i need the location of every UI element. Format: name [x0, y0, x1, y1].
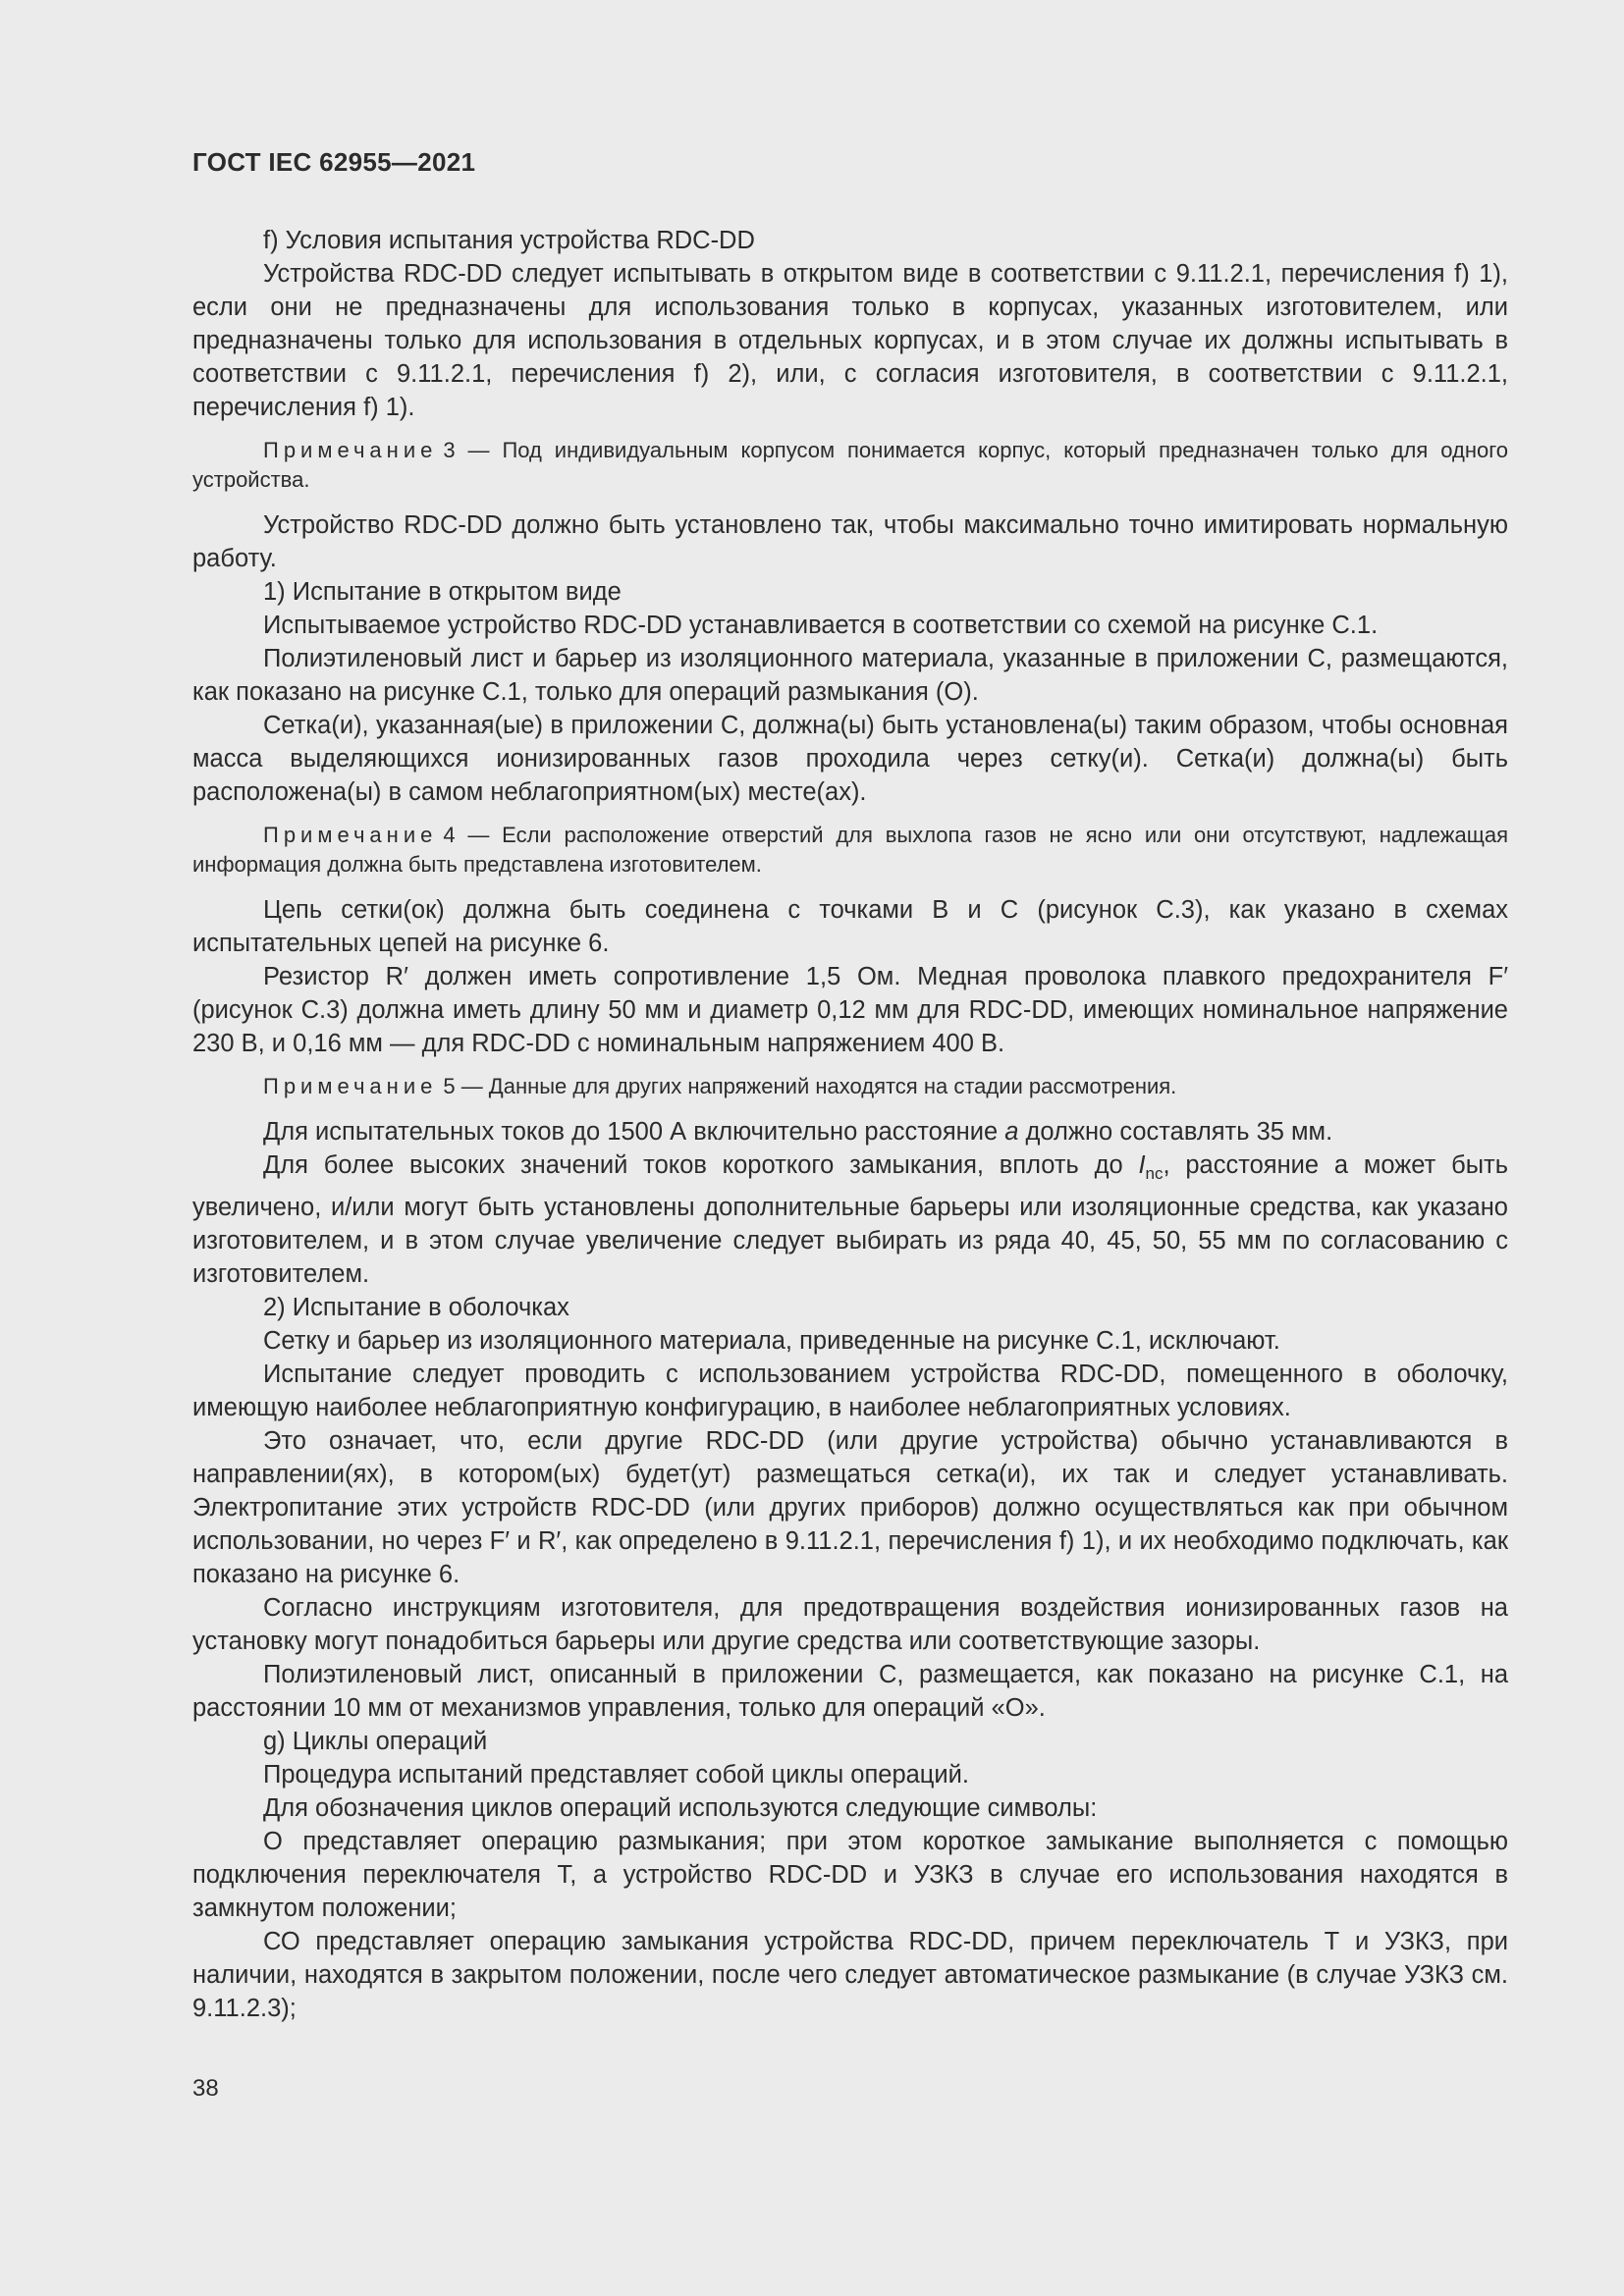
note-text: 4 — Если расположение отверстий для выхлопа газов не ясно или они отсутствуют, надлежащая информация должна быть представлена изготовителем. [192, 823, 1508, 877]
paragraph: Сетку и барьер из изоляционного материала, приведенные на рисунке С.1, исключают. [263, 1327, 1280, 1355]
paragraph: g) Циклы операций [263, 1728, 488, 1755]
symbol-a: a [1004, 1118, 1019, 1146]
paragraph: Согласно инструкциям изготовителя, для предотвращения воздействия ионизированных газов на установку могут понадобиться барьеры или другие средства или соответствующие зазоры. [192, 1594, 1508, 1655]
note-lead: Примечание [263, 823, 438, 847]
document-header: ГОСТ IEC 62955—2021 [192, 147, 476, 177]
text-run: должно составлять 35 мм. [1018, 1118, 1333, 1146]
paragraph: Испытываемое устройство RDC-DD устанавливается в соответствии со схемой на рисунке С.1. [263, 612, 1379, 639]
note-lead: Примечание [263, 1074, 438, 1098]
subscript-nc: nc [1145, 1164, 1164, 1183]
paragraph: 2) Испытание в оболочках [263, 1294, 569, 1321]
text-run: Для испытательных токов до 1500 А включительно расстояние [263, 1118, 1005, 1146]
paragraph: f) Условия испытания устройства RDC-DD [263, 227, 755, 254]
document-body [192, 224, 1508, 2025]
paragraph: Резистор R′ должен иметь сопротивление 1,5 Ом. Медная проволока плавкого предохранителя F′ (рисунок С.3) должна иметь длину 50 мм и диаметр 0,12 мм для RDC-DD, имеющих номинальное напряжение 230 В, и 0,16 мм — для RDC-DD с номинальным напряжением 400 В. [192, 963, 1508, 1057]
paragraph: Сетка(и), указанная(ые) в приложении С, должна(ы) быть установлена(ы) таким образом, чтобы основная масса выделяющихся ионизированных газов проходила через сетку(и). Сетка(и) должна(ы) быть расположена(ы) в самом неблагоприятном(ых) месте(ах). [192, 712, 1508, 806]
paragraph: Цепь сетки(ок) должна быть соединена с точками В и С (рисунок С.3), как указано в схемах испытательных цепей на рисунке 6. [192, 896, 1508, 957]
text-run: , расстояние а может быть увеличено, и/или могут быть установлены дополнительные барьеры или изоляционные средства, как указано изготовителем, и в этом случае увеличение следует выбирать из ряда 40, 45, 50, 55 мм по согласованию с изготовителем. [192, 1151, 1508, 1288]
note [192, 821, 1508, 880]
note [192, 436, 1508, 495]
paragraph: Испытание следует проводить с использованием устройства RDC-DD, помещенного в оболочку, имеющую наиболее неблагоприятную конфигурацию, в наиболее неблагоприятных условиях. [192, 1361, 1508, 1421]
text-run: Для более высоких значений токов короткого замыкания, вплоть до [263, 1151, 1139, 1179]
paragraph: СО представляет операцию замыкания устройства RDC-DD, причем переключатель Т и УЗКЗ, при наличии, находятся в закрытом положении, после чего следует автоматическое размыкание (в случае УЗКЗ см. 9.11.2.3); [192, 1928, 1508, 2022]
note-text: 3 — Под индивидуальным корпусом понимается корпус, который предназначен только для одного устройства. [192, 438, 1508, 492]
paragraph: Для обозначения циклов операций используются следующие символы: [263, 1794, 1098, 1822]
paragraph: Полиэтиленовый лист и барьер из изоляционного материала, указанные в приложении С, размещаются, как показано на рисунке С.1, только для операций размыкания (О). [192, 645, 1508, 706]
note-lead: Примечание [263, 438, 438, 462]
paragraph: 1) Испытание в открытом виде [263, 578, 622, 606]
note [192, 1072, 1508, 1101]
paragraph: Устройство RDC-DD должно быть установлено так, чтобы максимально точно имитировать нормальную работу. [192, 511, 1508, 572]
paragraph [192, 1148, 1508, 1291]
note-text: 5 — Данные для других напряжений находятся на стадии рассмотрения. [443, 1074, 1177, 1098]
paragraph: Процедура испытаний представляет собой циклы операций. [263, 1761, 969, 1789]
page-number: 38 [192, 2075, 219, 2102]
paragraph [192, 1115, 1508, 1148]
symbol-i: I [1138, 1151, 1146, 1179]
paragraph: Это означает, что, если другие RDC-DD (или другие устройства) обычно устанавливаются в направлении(ях), в котором(ых) будет(ут) размещаться сетка(и), их так и следует устанавливать. Электропитание этих устройств RDC-DD (или других приборов) должно осуществляться как при обычном использовании, но через F′ и R′, как определено в 9.11.2.1, перечисления f) 1), и их необходимо подключать, как показано на рисунке 6. [192, 1427, 1508, 1588]
paragraph: Полиэтиленовый лист, описанный в приложении С, размещается, как показано на рисунке С.1, на расстоянии 10 мм от механизмов управления, только для операций «О». [192, 1661, 1508, 1722]
paragraph: О представляет операцию размыкания; при этом короткое замыкание выполняется с помощью подключения переключателя Т, а устройство RDC-DD и УЗКЗ в случае его использования находятся в замкнутом положении; [192, 1828, 1508, 1922]
paragraph: Устройства RDC-DD следует испытывать в открытом виде в соответствии с 9.11.2.1, перечисления f) 1), если они не предназначены для использования только в корпусах, указанных изготовителем, или предназначены только для использования в отдельных корпусах, и в этом случае их должны испытывать в соответствии с 9.11.2.1, перечисления f) 2), или, с согласия изготовителя, в соответствии с 9.11.2.1, перечисления f) 1). [192, 260, 1508, 421]
